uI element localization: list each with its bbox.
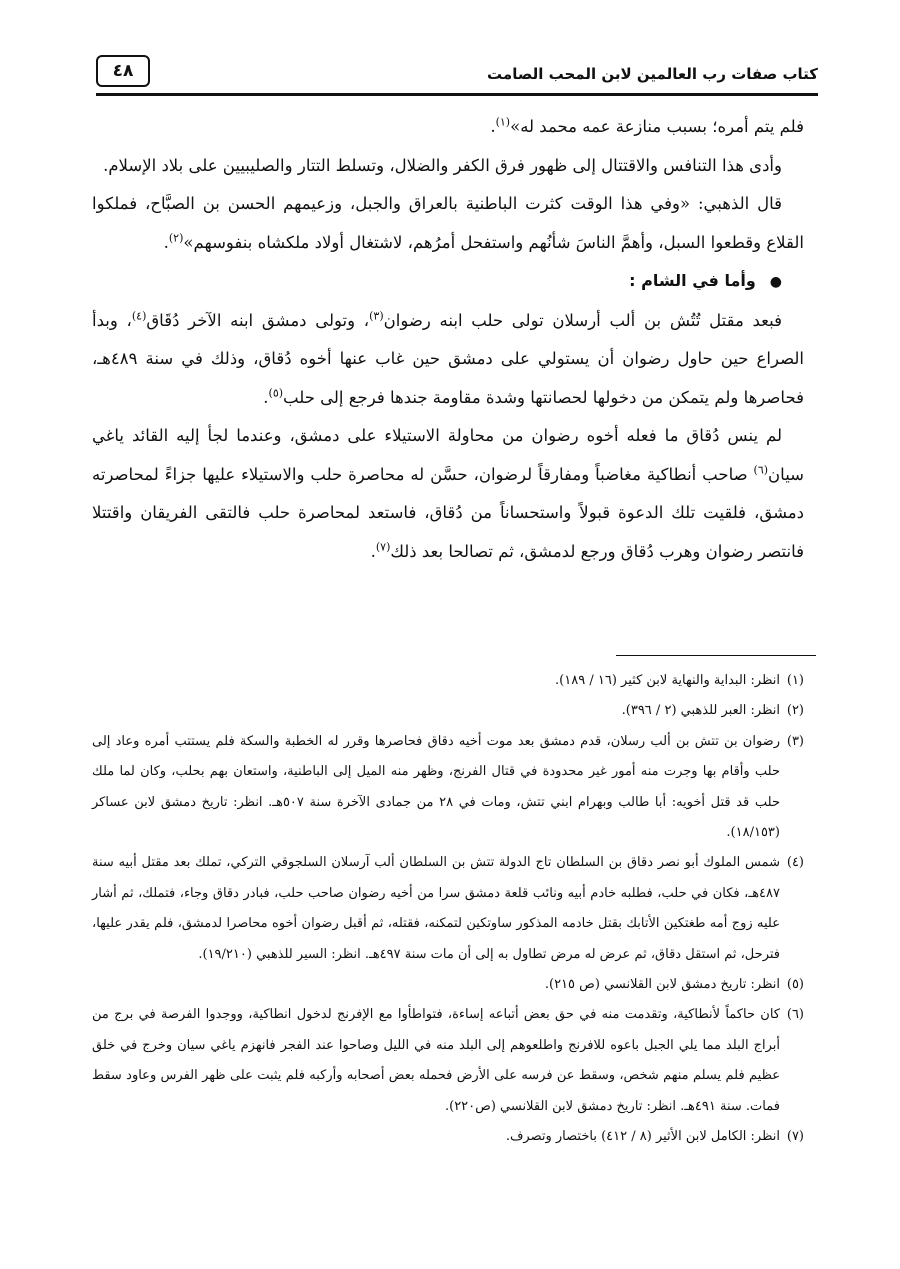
footnotes [92,666,804,1153]
footnote-text: انظر: الكامل لابن الأثير (٨ / ٤١٢) باختصار وتصرف. [505,1129,780,1145]
paragraph-end: . [163,232,169,252]
footnote-4 [92,848,804,970]
footnote-divider [616,655,816,656]
main-text [92,108,804,571]
footnote-ref[interactable]: (١) [495,115,511,129]
paragraph-text: فلم يتم أمره؛ بسبب منازعة عمه محمد له» [510,117,804,136]
footnote-number: (٢) [786,703,804,719]
footnote-text: رضوان بن تتش بن ألب رسلان، قدم دمشق بعد موت أخيه دقاق فحاصرها وقرر له الخطبة والسكة فلم يستتب أمره وعاد إلى حلب وأقام بها وجرت منه أمور غير محدودة في قتال الفرنج، وظهر منه الميل إلى الباطنية، واستعان بهم بحلب، وكان لما ملك حلب قد قتل أخويه: أبا طالب وبهرام ابني تتش، ومات في ٢٨ من جمادى الآخرة سنة ٥٠٧هـ. انظر: تاريخ دمشق لابن عساكر (١٨/١٥٣). [92,733,780,841]
footnote-text: انظر: البداية والنهاية لابن كثير (١٦ / ١٨٩). [555,673,780,688]
paragraph-3 [92,185,804,262]
footnote-5 [92,970,804,1000]
footnote-ref[interactable]: (٥) [268,386,284,399]
footnote-ref[interactable]: (٤) [131,309,147,322]
footnote-7 [92,1122,804,1152]
section-heading-text: وأما في الشام : [629,271,756,290]
footnote-ref[interactable]: (٧) [375,540,391,553]
paragraph-text: ، وبدأ الصراع حين حاول رضوان أن يستولي على دمشق حين غاب عنها أخوه دُقاق، وذلك في سنة ٤٨٩هـ، فحاصرها ولم يتمكن من دخولها لحصانتها وشدة مقاومة جندها فرجع إلى حلب [92,310,804,407]
paragraph-text: فبعد مقتل تُتُش بن ألب أرسلان تولى حلب ابنه رضوان [383,310,782,330]
paragraph-end: . [263,387,269,407]
footnote-3 [92,727,804,849]
paragraph-5 [92,417,804,571]
footnote-6 [92,1000,804,1122]
footnote-text: كان حاكماً لأنطاكية، وتقدمت منه في حق بعض أتباعه إساءة، فتواطأوا مع الإفرنج لدخول انطاكية، ووجدوا الفرصة في برج من أبراج البلد مما يلي الجبل باعوه للافرنج واطلعوهم إلى البلد منه في الليل وصاحوا عند الفجر فانهزم ياغي سيان وخرج في خلق عظيم فلم يسلم منهم شخص، وسقط عن فرسه على الأرض فحمله بعض أصحابه وأركبه فلم يثبت على ظهر الفرس وعاود سقط فمات. سنة ٤٩١هـ. انظر: تاريخ دمشق لابن القلانسي (ص٢٢٠). [92,1007,780,1114]
footnote-2 [92,696,804,726]
paragraph-text: لم ينس دُقاق ما فعله أخوه رضوان من محاولة الاستيلاء على دمشق، وعندما لجأ إليه القائد ياغي سيان [92,426,804,484]
paragraph-4 [92,302,804,418]
footnote-1 [92,666,804,696]
page-number: ٤٨ [96,55,150,87]
section-heading [92,262,804,302]
footnote-number: (٥) [786,977,804,993]
footnote-ref[interactable]: (٢) [168,231,184,244]
paragraph-end: . [490,117,496,136]
page-header [96,55,818,96]
paragraph-text: ، وتولى دمشق ابنه الآخر دُقَاق [146,310,370,330]
book-title: كتاب صفات رب العالمين لابن المحب الصامت [487,65,818,83]
footnote-number: (٦) [786,1007,804,1023]
paragraph-1 [92,108,804,147]
footnote-text: انظر: تاريخ دمشق لابن القلانسي (ص ٢١٥). [544,977,780,993]
footnote-ref[interactable]: (٦) [753,463,769,476]
footnote-number: (٤) [786,855,804,871]
footnote-number: (٧) [786,1129,804,1145]
paragraph-2: وأدى هذا التنافس والاقتتال إلى ظهور فرق الكفر والضلال، وتسلط التتار والصليبيين على بلاد الإسلام. [103,155,782,175]
bullet-icon: ● [769,274,782,290]
footnote-number: (١) [786,673,804,688]
footnote-number: (٣) [786,733,804,749]
footnote-ref[interactable]: (٣) [369,309,384,322]
paragraph-end: . [370,541,376,561]
footnote-text: شمس الملوك أبو نصر دقاق بن السلطان تاج الدولة تتش بن السلطان ألب آرسلان السلجوقي التركي، تملك بعد مقتل أبيه سنة ٤٨٧هـ، فكان في حلب، فطلبه خادم أبيه ونائب قلعة دمشق سرا من أخيه رضوان صاحب حلب، فبادر دقاق وجاء، فتملك، ثم أشار عليه زوج أمه طغتكين الأتابك بقتل خادمه المذكور ساوتكين لتمكنه، فقتله، ثم أقبل رضوان أخوه محاصرا لدمشق، فلم يقدر عليها، فترحل، ثم استقل دقاق، ثم عرض له مرض تطاول به إلى أن مات سنة ٤٩٧هـ. انظر: السير للذهبي (١٩/٢١٠). [92,855,780,962]
paragraph-text: قال الذهبي: «وفي هذا الوقت كثرت الباطنية بالعراق والجبل، وزعيمهم الحسن بن الصبَّاح، فملكوا القلاع وقطعوا السبل، وأهمَّ الناسَ شأنُهم واستفحل أمرُهم، لاشتغال أولاد ملكشاه بنفوسهم» [92,194,804,252]
paragraph-text: صاحب أنطاكية مغاضباً ومفارقاً لرضوان، حسَّن له محاصرة حلب والاستيلاء عليها جزاءً لمحاصرته دمشق، فلقيت تلك الدعوة قبولاً واستحساناً من دُقاق، فاستعد لمحاصرة حلب فالتقى الفريقان واقتتلا فانتصر رضوان وهرب دُقاق ورجع لدمشق، ثم تصالحا بعد ذلك [92,464,804,561]
footnote-text: انظر: العبر للذهبي (٢ / ٣٩٦). [621,703,780,719]
